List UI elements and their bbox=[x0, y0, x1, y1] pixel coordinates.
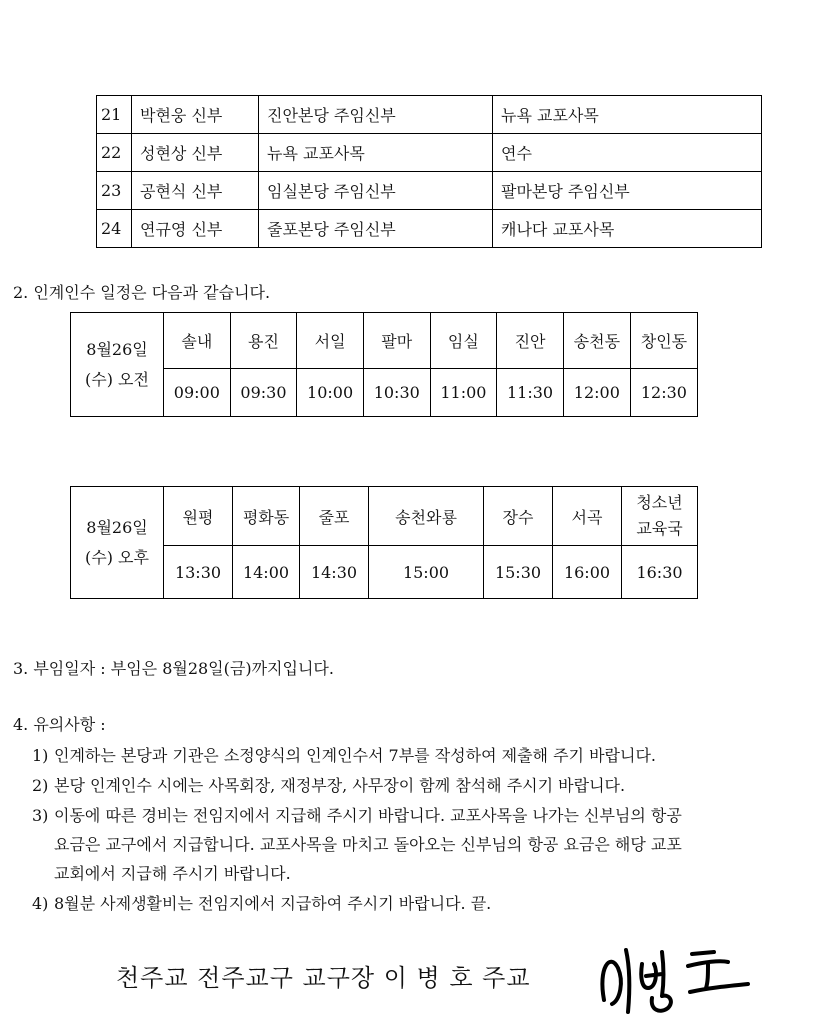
handwritten-signature-icon bbox=[596, 938, 766, 1018]
schedule-time: 12:30 bbox=[630, 369, 697, 417]
note-number: 3) bbox=[32, 806, 49, 825]
schedule-place-line1: 청소년 bbox=[636, 493, 683, 512]
schedule-time: 09:30 bbox=[230, 369, 297, 417]
schedule-place: 평화동 bbox=[233, 487, 300, 546]
schedule-afternoon-table bbox=[70, 486, 698, 599]
schedule-place: 팔마 bbox=[363, 313, 430, 369]
schedule-place: 송천동 bbox=[563, 313, 630, 369]
note-item bbox=[32, 891, 491, 914]
schedule-afternoon-label bbox=[71, 487, 164, 599]
assignment-to: 뉴욕 교포사목 bbox=[493, 96, 762, 134]
note-text: 본당 인계인수 시에는 사목회장, 재정부장, 사무장이 함께 참석해 주시기 바랍니다. bbox=[54, 776, 626, 795]
schedule-morning-day: (수) 오전 bbox=[85, 369, 149, 389]
schedule-place-line2: 교육국 bbox=[636, 519, 683, 538]
note-item bbox=[32, 803, 682, 826]
section-3-heading: 3. 부임일자 : 부임은 8월28일(금)까지입니다. bbox=[13, 659, 334, 678]
assignment-to: 팔마본당 주임신부 bbox=[493, 172, 762, 210]
assignment-number: 24 bbox=[97, 210, 132, 248]
schedule-morning-table bbox=[70, 312, 698, 417]
schedule-place bbox=[622, 487, 698, 546]
schedule-time: 10:30 bbox=[363, 369, 430, 417]
schedule-time: 13:30 bbox=[164, 546, 233, 599]
schedule-place: 진안 bbox=[497, 313, 564, 369]
assignment-from: 줄포본당 주임신부 bbox=[259, 210, 493, 248]
section-2-heading: 2. 인계인수 일정은 다음과 같습니다. bbox=[13, 283, 271, 302]
note-text: 이동에 따른 경비는 전임지에서 지급해 주시기 바랍니다. 교포사목을 나가는 신부님의 항공 bbox=[54, 806, 682, 825]
schedule-time: 14:30 bbox=[300, 546, 369, 599]
assignment-priest-name: 연규영 신부 bbox=[132, 210, 259, 248]
schedule-place: 원평 bbox=[164, 487, 233, 546]
note-item bbox=[32, 773, 625, 796]
schedule-time: 16:00 bbox=[553, 546, 622, 599]
schedule-place: 송천와룡 bbox=[369, 487, 484, 546]
note-number: 4) bbox=[32, 894, 49, 913]
schedule-time: 15:00 bbox=[369, 546, 484, 599]
assignment-priest-name: 박현웅 신부 bbox=[132, 96, 259, 134]
note-text-continued: 요금은 교구에서 지급합니다. 교포사목을 마치고 돌아오는 신부님의 항공 요금은 해당 교포 bbox=[54, 835, 682, 854]
schedule-time: 09:00 bbox=[164, 369, 231, 417]
schedule-morning-date: 8월26일 bbox=[86, 339, 148, 359]
schedule-time: 10:00 bbox=[297, 369, 364, 417]
schedule-afternoon-date: 8월26일 bbox=[86, 517, 148, 537]
assignment-from: 뉴욕 교포사목 bbox=[259, 134, 493, 172]
assignment-from: 진안본당 주임신부 bbox=[259, 96, 493, 134]
assignment-from: 임실본당 주임신부 bbox=[259, 172, 493, 210]
assignment-row bbox=[97, 210, 762, 248]
schedule-place: 줄포 bbox=[300, 487, 369, 546]
schedule-time: 12:00 bbox=[563, 369, 630, 417]
signature-line: 천주교 전주교구 교구장 이 병 호 주교 bbox=[116, 964, 531, 992]
note-text: 8월분 사제생활비는 전임지에서 지급하여 주시기 바랍니다. 끝. bbox=[54, 894, 492, 913]
assignment-row bbox=[97, 96, 762, 134]
schedule-time: 15:30 bbox=[484, 546, 553, 599]
schedule-morning-label bbox=[71, 313, 164, 417]
schedule-time: 14:00 bbox=[233, 546, 300, 599]
assignment-priest-name: 성현상 신부 bbox=[132, 134, 259, 172]
schedule-place: 임실 bbox=[430, 313, 497, 369]
schedule-place: 창인동 bbox=[630, 313, 697, 369]
schedule-afternoon-day: (수) 오후 bbox=[85, 547, 149, 567]
assignment-number: 22 bbox=[97, 134, 132, 172]
assignment-row bbox=[97, 134, 762, 172]
assignment-row bbox=[97, 172, 762, 210]
schedule-time: 11:00 bbox=[430, 369, 497, 417]
schedule-time: 11:30 bbox=[497, 369, 564, 417]
note-text: 인계하는 본당과 기관은 소정양식의 인계인수서 7부를 작성하여 제출해 주기 바랍니다. bbox=[54, 746, 656, 765]
assignment-priest-name: 공현식 신부 bbox=[132, 172, 259, 210]
schedule-place: 서일 bbox=[297, 313, 364, 369]
assignment-to: 캐나다 교포사목 bbox=[493, 210, 762, 248]
note-number: 2) bbox=[32, 776, 49, 795]
assignment-to: 연수 bbox=[493, 134, 762, 172]
assignment-table bbox=[96, 95, 762, 248]
schedule-place: 서곡 bbox=[553, 487, 622, 546]
schedule-place: 장수 bbox=[484, 487, 553, 546]
note-item bbox=[32, 743, 656, 766]
section-4-heading: 4. 유의사항 : bbox=[13, 715, 106, 734]
note-number: 1) bbox=[32, 746, 49, 765]
schedule-place: 용진 bbox=[230, 313, 297, 369]
note-text-continued: 교회에서 지급해 주시기 바랍니다. bbox=[54, 864, 291, 883]
assignment-number: 21 bbox=[97, 96, 132, 134]
schedule-time: 16:30 bbox=[622, 546, 698, 599]
schedule-place: 솔내 bbox=[164, 313, 231, 369]
assignment-number: 23 bbox=[97, 172, 132, 210]
